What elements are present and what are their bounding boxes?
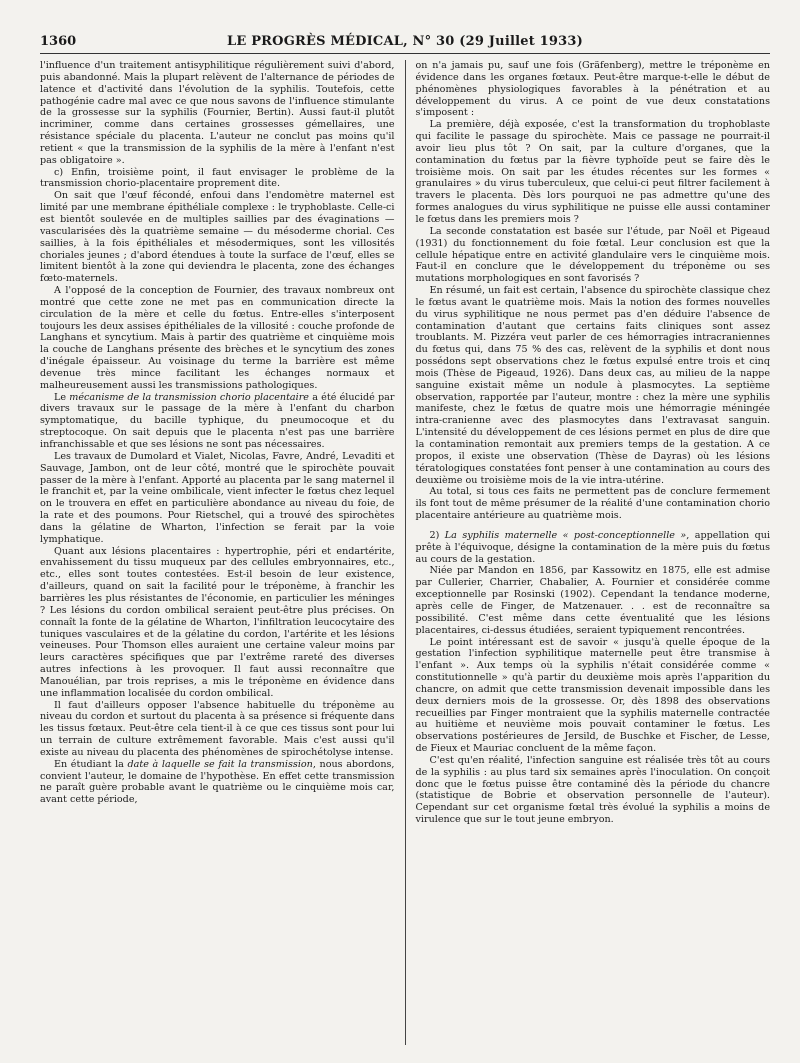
paragraph — [40, 60, 395, 167]
header-rule — [40, 53, 770, 54]
paragraph-text: Quant aux lésions placentaires : hypertrophie, péri et endartérite, envahissement du tissu muqueux par des cellules embryonnaires, etc., etc., elles sont toutes contestées. Est-il besoin de leur existence, d'ailleurs, quand on sait la facilité pour le tréponème, à franchir les barrières les plus résistantes de l'économie, en particulier les méninges ? Les lésions du cordon ombilical seraient peut-être plus précises. On connaît la fonte de la gélatine de Wharton, l'infiltration leucocytaire des tuniques vasculaires et de la gélatine du cordon, l'artérite et les lésions veineuses. Pour Thomson elles auraient une certaine valeur moins par leurs caractères spécifiques que par l'extrême rareté des diverses autres infections à les provoquer. Il faut aussi reconnaître que Manouélian, par trois reprises, a mis le tréponème en évidence dans une inflammation localisée du cordon ombilical. — [40, 545, 395, 699]
paragraph-text: En étudiant la — [54, 758, 128, 770]
paragraph-text: Les travaux de Dumolard et Vialet, Nicolas, Favre, André, Levaditi et Sauvage, Jambon, ont de leur côté, montré que le spirochète pouvait passer de la mère à l'enfant. Apporté au placenta par le sang maternel il le franchit et, par la veine ombilicale, vient infecter le fœtus chez lequel on le trouvera en effet en particulière abondance au niveau du foie, de la rate et des poumons. Pour Rietschel, qui a trouvé des spirochètes dans la gélatine de Wharton, l'infection se ferait par la voie lymphatique. — [40, 450, 395, 545]
paragraph — [40, 285, 395, 392]
paragraph — [40, 759, 395, 806]
paragraph-text: Le point intéressant est de savoir « jusqu'à quelle époque de la gestation l'infection syphilitique maternelle peut être transmise à l'enfant ». Aux temps où la syphilis n'était considérée comme « constitutionnelle » qu'à partir du deuxième mois après l'apparition du chancre, on admit que cette transmission devenait impossible dans les deux derniers mois de la grossesse. Or, dès 1898 des observations recueillies par Finger montraient que la syphilis maternelle contractée au huitième et neuvième mois pouvait contaminer le fœtus. Les observations postérieures de Jersild, de Buschke et Fischer, de Lesse, de Fieux et Mauriac concluent de la même façon. — [415, 636, 770, 755]
paragraph — [416, 755, 771, 826]
paragraph-text: A l'opposé de la conception de Fournier, des travaux nombreux ont montré que cette zone ne met pas en communication directe la circulation de la mère et celle du fœtus. Entre-elles s'interposent toujours les deux assises épithéliales de la villosité : couche profonde de Langhans et syncytium. Mais à partir des quatrième et cinquième mois la couche de Langhans présente des brèches et le syncytium des zones d'inégale épaisseur. Au voisinage du terme la barrière est même devenue très mince facilitant les échanges normaux et malheureusement aussi les transmissions pathologiques. — [40, 285, 395, 391]
paragraph — [416, 226, 771, 285]
paragraph — [40, 392, 395, 451]
paragraph-text: Le — [54, 391, 70, 403]
paragraph-text: Il faut d'ailleurs opposer l'absence habituelle du tréponème au niveau du cordon et surtout du placenta à sa présence si fréquente dans les tissus fœtaux. Peut-être cela tient-il à ce que ces tissus sont pour lui un terrain de culture extrêmement favorable. Mais c'est aussi qu'il existe au niveau du placenta des phénomènes de spirochétolyse intense. — [40, 699, 395, 758]
page-header — [40, 34, 770, 49]
paragraph-text: En résumé, un fait est certain, l'absence du spirochète classique chez le fœtus avant le quatrième mois. Mais la notion des formes nouvelles du virus syphilitique ne nous permet pas d'en déduire l'absence de contamination d'autant que certains faits cliniques sont assez troublants. M. Pizzéra veut parler de ces hémorragies intracraniennes du fœtus qui, dans 75 % des cas, relèvent de la syphilis et dont nous possédons sept observations chez le fœtus expulsé entre trois et cinq mois (Thèse de Pigeaud, 1926). Dans deux cas, au milieu de la nappe sanguine existait même un nodule à plasmocytes. La septième observation, rapportée par l'auteur, montre : chez la mère une syphilis manifeste, chez le fœtus de quatre mois une hémorragie méningée intra-cranienne avec des plasmocytes dans l'extravasat sanguin. L'intensité du développement de ces lésions permet en plus de dire que la contamination remontait aux premiers temps de la gestation. A ce propos, il existe une observation (Thèse de Dayras) où les lésions tératologiques constatées font penser à une contamination au cours des deuxième ou troisième mois de la vie intra-utérine. — [415, 285, 770, 486]
left-column — [40, 60, 406, 1045]
paragraph — [416, 565, 771, 636]
paragraph-text: on n'a jamais pu, sauf une fois (Gräfenberg), mettre le tréponème en évidence dans les organes fœtaux. Peut-être marque-t-elle le début de phénomènes physiologiques favorables à la pénétration et au développement du virus. A ce point de vue deux constatations s'imposent : — [415, 60, 770, 119]
paragraph-text: l'influence d'un traitement antisyphilitique régulièrement suivi d'abord, puis abandonné. Mais la plupart relèvent de l'alternance de périodes de latence et d'activité dans l'évolution de la syphilis. Toutefois, cette pathogénie cadre mal avec ce que nous savons de l'influence stimulante de la grossesse sur la syphilis (Fournier, Bertin). Aussi faut-il plutôt incriminer, comme dans certaines grossesses gémellaires, une résistance spéciale du placenta. L'auteur ne conclut pas moins qu'il retient « que la transmission de la syphilis de la mère à l'enfant n'est pas obligatoire ». — [40, 60, 395, 166]
page-number: 1360 — [40, 34, 77, 49]
paragraph — [416, 530, 771, 566]
paragraph-text: C'est qu'en réalité, l'infection sanguine est réalisée très tôt au cours de la syphilis : au plus tard six semaines après l'inoculation. On conçoit donc que le fœtus puisse être contaminé dès la période du chancre (statistique de Bobrie et observation personnelle de l'auteur). Cependant sur cet organisme fœtal très évolué la syphilis a moins de virulence que sur le tout jeune embryon. — [415, 754, 770, 826]
paragraph-text: La première, déjà exposée, c'est la transformation du trophoblaste qui facilite le passage du spirochète. Mais ce passage ne pourrait-il avoir lieu plus tôt ? On sait, par la culture d'organes, que la contamination du fœtus par la fièvre typhoïde peut se faire dès le troisième mois. On sait par les études récentes sur les formes « granulaires » du virus tuberculeux, que celui-ci peut filtrer facilement à travers le placenta. Dès lors pourquoi ne pas admettre qu'une des formes analogues du virus syphilitique ne puisse elle aussi contaminer le fœtus dans les premiers mois ? — [415, 119, 770, 225]
paragraph — [40, 167, 395, 191]
paragraph-text: a été élucidé par divers travaux sur le passage de la mère à l'enfant du charbon symptomatique, du bacille typhique, du pneumocoque et du streptocoque. On sait depuis que le placenta n'est pas une barrière infranchissable et que ses lésions ne sont pas nécessaires. — [40, 391, 395, 450]
text-columns — [40, 60, 770, 1045]
paragraph — [40, 451, 395, 546]
paragraph — [40, 700, 395, 759]
paragraph-text: On sait que l'œuf fécondé, enfoui dans l'endomètre maternel est limité par une membrane épithéliale complexe : le tryphoblaste. Celle-ci est bientôt soulevée en de multiples saillies par des évaginations — vascularisées dès la quatrième semaine — du mésoderme chorial. Ces saillies, à la fois épithéliales et mésodermiques, sont les villosités choriales jeunes ; d'abord étendues à toute la surface de l'œuf, elles se limitent bientôt à la zone qui deviendra le placenta, zone des échanges fœto-maternels. — [40, 190, 395, 285]
paragraph — [416, 486, 771, 522]
paragraph-text: , nous abordons, convient l'auteur, le domaine de l'hypothèse. En effet cette transmission ne paraît guère probable avant le quatrième ou le cinquième mois car, avant cette période, — [40, 758, 395, 806]
paragraph — [416, 119, 771, 226]
paragraph — [416, 285, 771, 486]
paragraph — [40, 190, 395, 285]
paragraph — [416, 60, 771, 119]
paragraph-text: c) Enfin, troisième point, il faut envisager le problème de la transmission chorio-placentaire proprement dite. — [40, 166, 395, 190]
italic-emphasis: mécanisme de la transmission chorio placentaire — [69, 391, 309, 403]
paragraph — [416, 637, 771, 755]
right-column — [406, 60, 771, 1045]
running-title: LE PROGRÈS MÉDICAL, N° 30 (29 Juillet 1933) — [227, 34, 583, 49]
paragraph-text: Niée par Mandon en 1856, par Kassowitz en 1875, elle est admise par Cullerier, Charrier, Chabalier, A. Fournier et considérée comme exceptionnelle par Rosinski (1902). Cependant la tendance moderne, après celle de Finger, de Matzenauer. . . est de reconnaître sa possibilité. C'est même dans cette éventualité que les lésions placentaires, ci-dessus étudiées, seraient typiquement rencontrées. — [415, 565, 770, 636]
paragraph-text: La seconde constatation est basée sur l'étude, par Noël et Pigeaud (1931) du fonctionnement du foie fœtal. Leur conclusion est que la cellule hépatique entre en activité glandulaire vers le cinquième mois. Faut-il en conclure que le développement du tréponème ou ses mutations morphologiques en sont favorisés ? — [415, 225, 770, 285]
italic-emphasis: date à laquelle se fait la transmission — [127, 758, 313, 770]
paragraph-text: , appellation qui prête à l'équivoque, désigne la contamination de la mère puis du fœtus au cours de la gestation. — [415, 529, 770, 565]
paragraph-text: 2) — [429, 529, 445, 541]
paragraph — [40, 546, 395, 700]
italic-emphasis: La syphilis maternelle « post-conceptionnelle » — [444, 529, 687, 541]
paragraph-text: Au total, si tous ces faits ne permettent pas de conclure fermement ils font tout de même présumer de la réalité d'une contamination chorio placentaire antérieure au quatrième mois. — [415, 486, 770, 522]
